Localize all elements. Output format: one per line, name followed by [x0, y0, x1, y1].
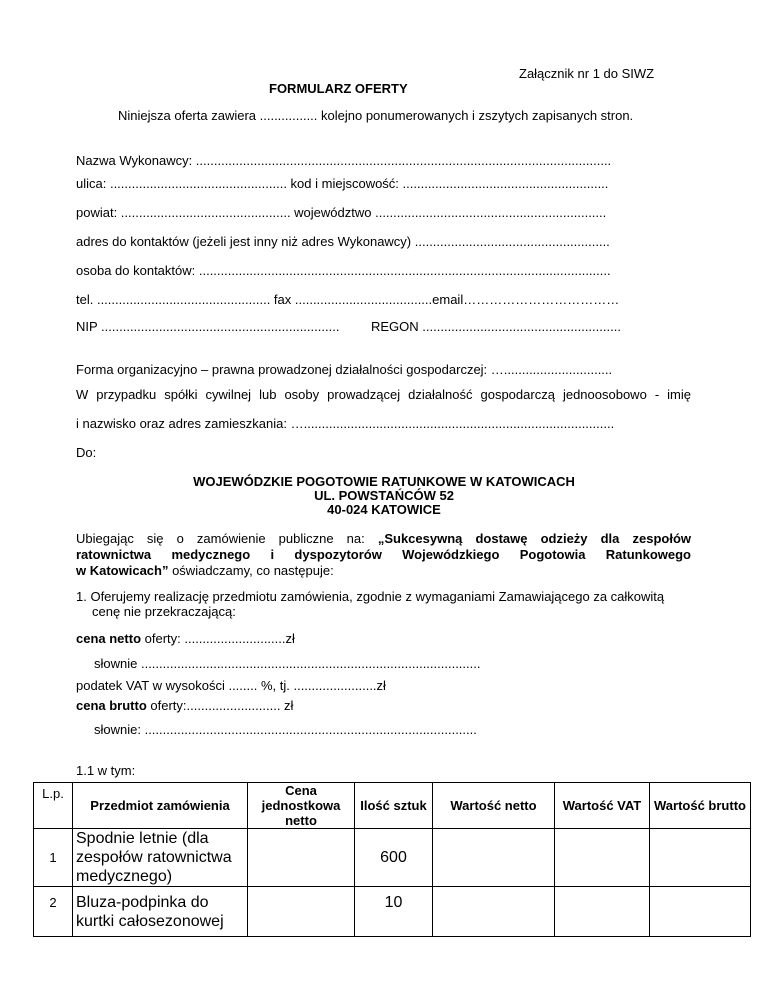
- residence-address-field: i nazwisko oraz adres zamieszkania: …......................................................................................: [76, 416, 615, 431]
- recipient-city: 40-024 KATOWICE: [327, 502, 441, 517]
- legal-form-field: Forma organizacyjno – prawna prowadzonej działalności gospodarczej: …..............................: [76, 362, 613, 377]
- header-item: Przedmiot zamówienia: [73, 783, 248, 829]
- row-lp: 1: [34, 829, 73, 887]
- header-lp: L.p.: [34, 783, 73, 829]
- net-price-field: [76, 631, 295, 646]
- contractor-name-field: Nazwa Wykonawcy: ...................................................................................................................: [76, 153, 612, 168]
- statement-subject-2: ratownictwa medycznego i dyspozytorów Wojewódzkiego Pogotowia Ratunkowego: [76, 547, 691, 562]
- gross-price-label: cena brutto: [76, 698, 147, 713]
- row-item: Bluza-podpinka do kurtki całosezonowej: [73, 887, 248, 937]
- form-title: FORMULARZ OFERTY: [269, 81, 408, 96]
- row-quantity: 600: [355, 829, 433, 887]
- point1-line1: 1. Oferujemy realizację przedmiotu zamówienia, zgodnie z wymaganiami Zamawiającego za całkowitą: [76, 589, 665, 604]
- point1-line2: cenę nie przekraczającą:: [92, 604, 236, 619]
- intro-text: Niniejsza oferta zawiera ................ kolejno ponumerowanych i zszytych zapisanych stron.: [118, 108, 634, 123]
- table-row: [34, 887, 751, 937]
- header-vat-value: Wartość VAT: [555, 783, 650, 829]
- gross-price-value: oferty:.......................... zł: [146, 698, 294, 713]
- row-item: Spodnie letnie (dla zespołów ratownictwa medycznego): [73, 829, 248, 887]
- table-header-row: [34, 783, 751, 829]
- row-net-value: [433, 829, 555, 887]
- row-lp: 2: [34, 887, 73, 937]
- statement-outro: oświadczamy, co następuje:: [168, 563, 334, 578]
- partnership-text: W przypadku spółki cywilnej lub osoby prowadzącej działalność gospodarczą jednoosobowo - imię: [76, 387, 691, 402]
- street-field: ulica: ................................................. kod i miejscowość: .........................................................: [76, 176, 609, 191]
- row-vat-value: [555, 829, 650, 887]
- row-unit-price: [248, 829, 355, 887]
- net-price-value: oferty: ............................zł: [141, 631, 295, 646]
- header-quantity: Ilość sztuk: [355, 783, 433, 829]
- net-price-words: słownie ..............................................................................................: [94, 656, 481, 671]
- regon-field: REGON .......................................................: [371, 319, 621, 334]
- items-table: [33, 782, 751, 937]
- header-unit-price: Cena jednostkowa netto: [248, 783, 355, 829]
- gross-price-words: słownie: ............................................................................................: [94, 722, 477, 737]
- row-vat-value: [555, 887, 650, 937]
- contact-address-field: adres do kontaktów (jeżeli jest inny niż adres Wykonawcy) ......................................................: [76, 234, 610, 249]
- header-gross-value: Wartość brutto: [650, 783, 751, 829]
- statement-paragraph: [76, 531, 691, 579]
- annex-label: Załącznik nr 1 do SIWZ: [519, 66, 655, 81]
- phone-fax-email-field: tel. ................................................ fax ......................................email………………………………: [76, 292, 620, 307]
- table-row: [34, 829, 751, 887]
- row-net-value: [433, 887, 555, 937]
- nip-field: NIP ..................................................................: [76, 319, 340, 334]
- row-gross-value: [650, 829, 751, 887]
- county-field: powiat: ............................................... województwo ................................................................: [76, 205, 607, 220]
- header-net-value: Wartość netto: [433, 783, 555, 829]
- row-quantity: 10: [355, 887, 433, 937]
- statement-subject-1: „Sukcesywną dostawę odzieży dla zespołów: [377, 531, 691, 546]
- contact-person-field: osoba do kontaktów: ..................................................................................................................: [76, 263, 611, 278]
- recipient-street: UL. POWSTAŃCÓW 52: [314, 488, 454, 503]
- gross-price-field: [76, 698, 293, 713]
- net-price-label: cena netto: [76, 631, 142, 646]
- recipient-name: WOJEWÓDZKIE POGOTOWIE RATUNKOWE W KATOWICACH: [193, 474, 575, 489]
- row-gross-value: [650, 887, 751, 937]
- subsection-label: 1.1 w tym:: [76, 763, 136, 778]
- to-label: Do:: [76, 445, 97, 460]
- statement-subject-3: w Katowicach”: [76, 563, 169, 578]
- vat-field: podatek VAT w wysokości ........ %, tj. .......................zł: [76, 678, 386, 693]
- statement-intro: Ubiegając się o zamówienie publiczne na:: [76, 531, 378, 546]
- row-unit-price: [248, 887, 355, 937]
